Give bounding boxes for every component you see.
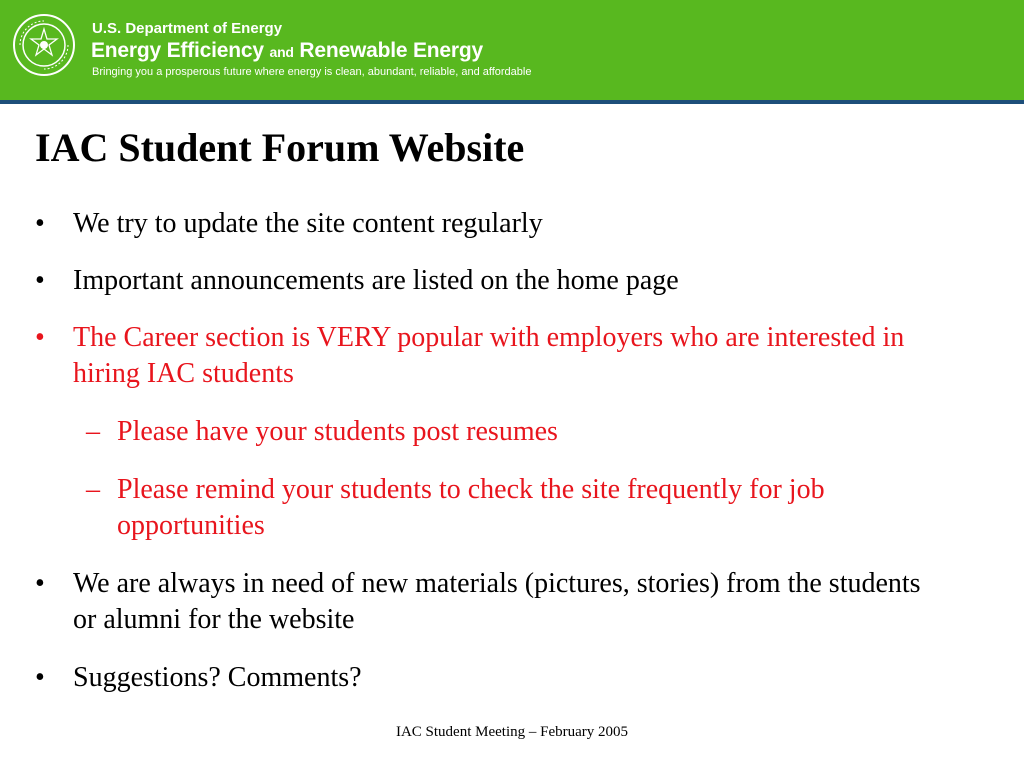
bullet-text: We are always in need of new materials (pictures, stories) from the students or alumni for the website [73, 568, 921, 635]
office-name-part1: Energy Efficiency [91, 39, 264, 62]
sub-bullet-marker: – [86, 474, 100, 505]
bullet-marker: • [35, 662, 45, 693]
office-name-and: and [269, 44, 294, 60]
bullet-text: Important announcements are listed on the home page [73, 265, 679, 296]
footer-text: IAC Student Meeting – February 2005 [395, 724, 629, 740]
bullet-text: Suggestions? Comments? [73, 662, 362, 693]
org-name: U.S. Department of Energy [92, 20, 283, 37]
bullet-marker: • [35, 265, 45, 296]
slide-footer [0, 724, 1024, 741]
sub-bullet-text: Please have your students post resumes [117, 416, 558, 447]
bullet-marker: • [35, 322, 45, 353]
slide-title: IAC Student Forum Website [35, 125, 525, 170]
office-name-part2: Renewable Energy [299, 39, 483, 62]
tagline: Bringing you a prosperous future where energy is clean, abundant, reliable, and affordable [92, 66, 532, 78]
bullet-marker: • [35, 568, 45, 599]
sub-bullet-marker: – [86, 416, 100, 447]
bullet-marker: • [35, 208, 45, 239]
bullet-text: We try to update the site content regularly [73, 208, 543, 239]
sub-bullet-text: Please remind your students to check the site frequently for job opportunities [117, 474, 825, 541]
bullet-text: The Career section is VERY popular with employers who are interested in hiring IAC students [73, 322, 905, 389]
